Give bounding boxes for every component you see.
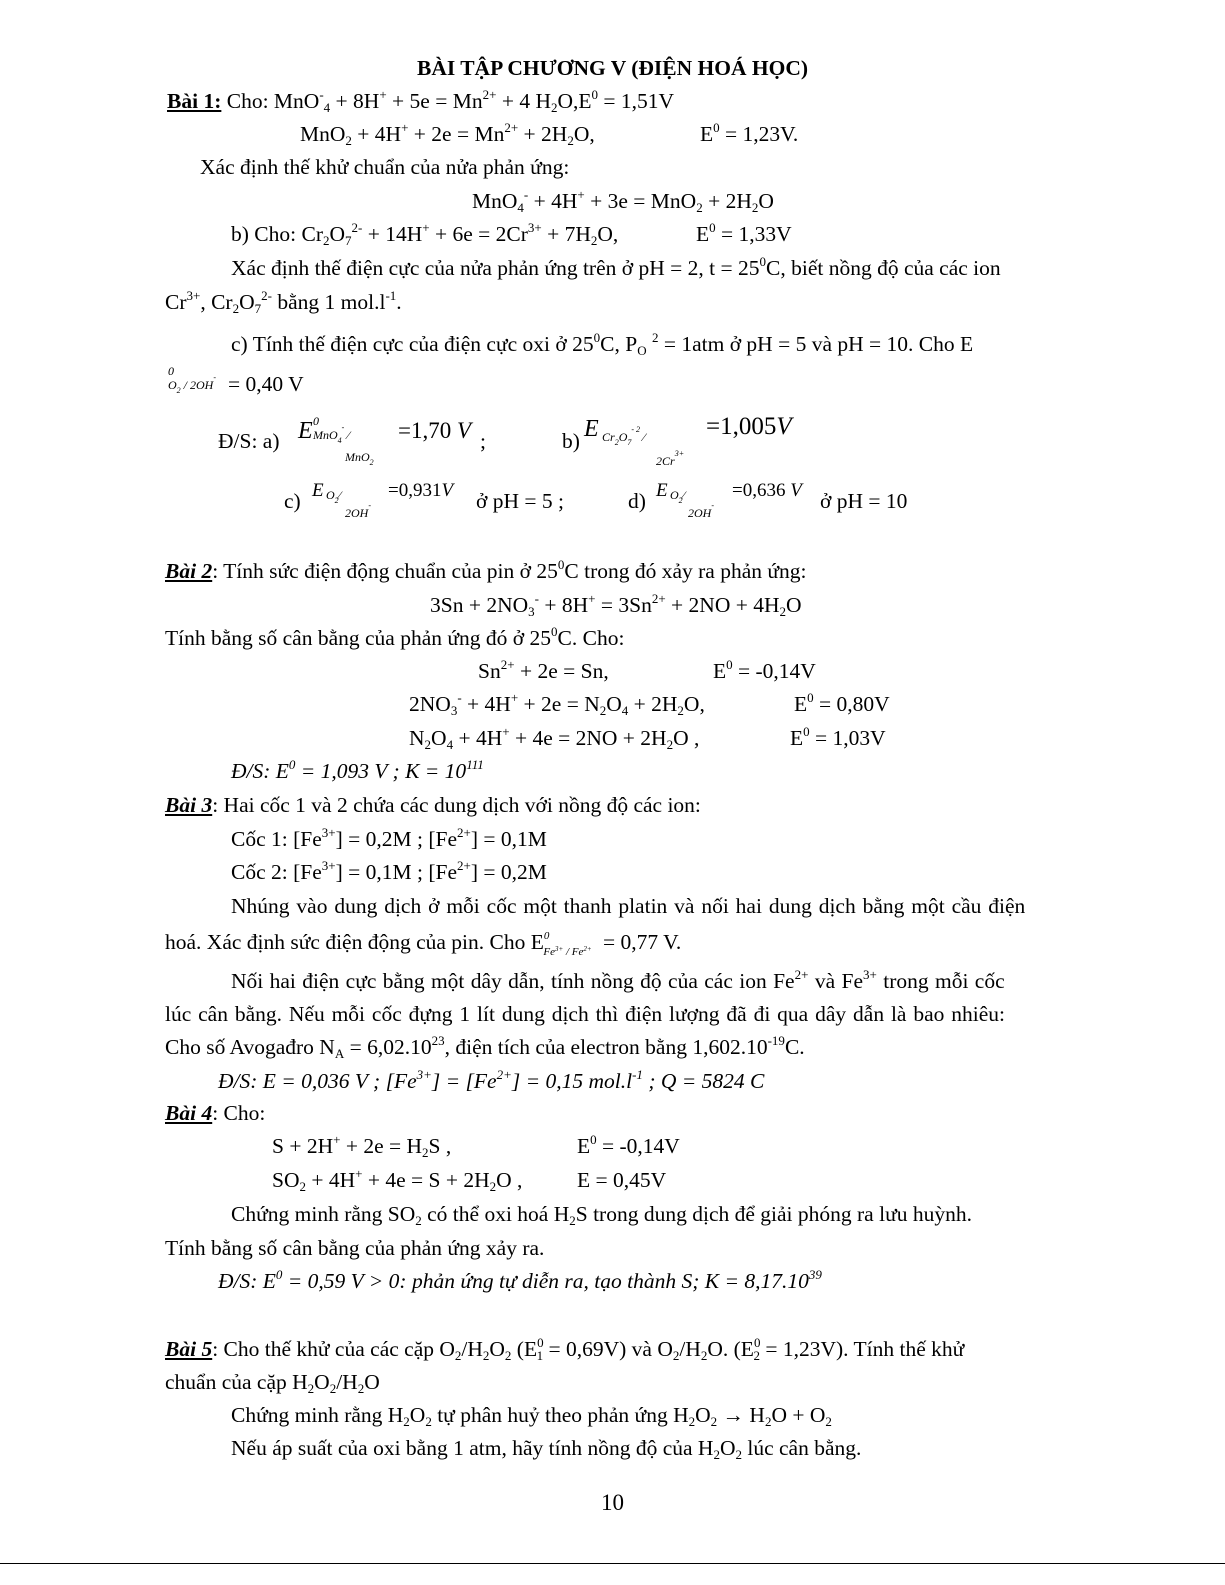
bai1-ask: Xác định thế khử chuẩn của nửa phản ứng: xyxy=(200,155,570,179)
ans-b-sub2: $2Cr^{3+}$ xyxy=(656,449,685,468)
bai2-line1: Bài 2: Tính sức điện động chuẩn của pin ở $25^0C$ trong đó xảy ra phản ứng: xyxy=(165,557,807,583)
bai5-label: Bài 5 xyxy=(165,1337,213,1361)
ans-c-label: c) xyxy=(284,489,301,513)
ans-b-symbol: E xyxy=(584,416,599,442)
ans-c-symbol: E xyxy=(312,480,324,501)
bai3-answer: Đ/S: E = 0,036 V ; $[Fe^{3+}] = [Fe^{2+}] = 0,15$ $mol.l^{-1}$ ; Q = 5824 C xyxy=(218,1067,765,1093)
ans-c-post: ở pH = 5 ; xyxy=(476,489,564,513)
ans-c-value: =0,931V xyxy=(388,480,454,501)
bai1-line2-e: $E^0 = 1,23V$. xyxy=(700,120,799,146)
bai3-p3: Nối hai điện cực bằng một dây dẫn, tính nồng độ của các ion $Fe^{2+}$ và $Fe^{3+}$ trong mỗi cốc xyxy=(231,967,1005,993)
bai2-label: Bài 2 xyxy=(165,559,213,583)
bai3-p5: Cho số Avogađro $N_A = 6,02.10^{23}$, điện tích của electron bằng $1,602.10^{-19}C$. xyxy=(165,1033,805,1061)
bai3-p4: lúc cân bằng. Nếu mỗi cốc đựng 1 lít dung dịch thì điện lượng đã đi qua dây dẫn là bao nhiêu: xyxy=(165,1002,1005,1026)
ans-b-label: b) xyxy=(562,429,580,453)
bai1-label: Bài 1: xyxy=(167,89,222,113)
ans-d-symbol: E xyxy=(656,480,668,501)
bai3-p1: Nhúng vào dung dịch ở mỗi cốc một thanh platin và nối hai dung dịch bằng một cầu điện xyxy=(231,894,1026,918)
bai3-p2: hoá. Xác định sức điện động của pin. Cho $E^0_{Fe^{3+} / Fe^{2+}} = 0,77$ V. xyxy=(165,930,682,958)
footer-rule xyxy=(0,1563,1225,1564)
bai4-line1: Bài 4: Cho: xyxy=(165,1101,266,1125)
bai3-coc1: Cốc 1: $[Fe^{3+}] = 0,2M$ ; $[Fe^{2+}] = 0,1M$ xyxy=(231,825,547,851)
ans-a-symbol: E xyxy=(298,418,313,444)
bai4-p1: Chứng minh rằng $SO_2$ có thể oxi hoá $H_2S$ trong dung dịch để giải phóng ra lưu huỳnh. xyxy=(231,1202,972,1228)
ans-c-sub2: 2OH- xyxy=(345,501,372,520)
ans-b-value: =1,005V xyxy=(706,413,792,440)
bai5-line2: chuẩn của cặp $H_2O_2/H_2O$ xyxy=(165,1370,380,1396)
ans-d-sub: $O_2⁄$ xyxy=(670,488,685,505)
bai3-coc2: Cốc 2: $[Fe^{3+}] = 0,1M$ ; $[Fe^{2+}] = 0,2M$ xyxy=(231,858,547,884)
bai4-eq2-e: E = 0,45V xyxy=(577,1168,667,1192)
bai5-p2: Nếu áp suất của oxi bằng 1 atm, hãy tính nồng độ của $H_2O_2$ lúc cân bằng. xyxy=(231,1436,862,1462)
bai4-label: Bài 4 xyxy=(165,1101,213,1125)
bai2-ask: Tính bằng số cân bằng của phản ứng đó ở $25^0C$. Cho: xyxy=(165,624,625,650)
bai1-c: c) Tính thế điện cực của điện cực oxi ở $25^0C$, $P_O$ $^2$ = 1atm ở pH = 5 và pH = 10. Cho E xyxy=(231,330,974,358)
bai2-answer: Đ/S: $E^0 = 1,093$ V ; $K = 10^{111}$ xyxy=(231,757,484,783)
page-title: BÀI TẬP CHƯƠNG V (ĐIỆN HOÁ HỌC) xyxy=(416,56,809,80)
bai2-half3-e: $E^0 = 1,03V$ xyxy=(790,724,886,750)
ans-d-sub2: 2OH- xyxy=(688,501,715,520)
ans-b-sub: $Cr_2O_7^{- 2}$ ⁄ xyxy=(602,425,646,447)
ans-a-value: =1,70 V xyxy=(398,418,472,443)
ans-a-sep: ; xyxy=(480,429,486,453)
bai1-b-ask1: Xác định thế điện cực của nửa phản ứng trên ở pH = 2, $t = 25^0C$, biết nồng độ của các ion xyxy=(231,254,1001,280)
bai1-line2: $MnO_2 + 4H^+ + 2e = Mn^{2+} + 2H_2O$, xyxy=(300,120,595,148)
bai4-eq1-e: $E^0 = -0,14V$ xyxy=(577,1132,680,1158)
ans-c-sub: $O_2⁄$ xyxy=(326,488,341,505)
ans-d-label: d) xyxy=(628,489,646,513)
ans-a-sub: 0 MnO$_4$- ⁄ xyxy=(313,414,350,445)
bai1-b-ask2: $Cr^{3+}$, $Cr_2O_7^{2-}$ bằng 1 $mol.l^{-1}$. xyxy=(165,288,402,316)
bai5-p1: Chứng minh rằng $H_2O_2$ tự phân huỷ theo phản ứng $H_2O_2 \to H_2O + O_2$ xyxy=(231,1403,832,1429)
bai2-half1-e: $E^0 = -0,14V$ xyxy=(713,657,816,683)
bai2-half3: $N_2O_4 + 4H^+ + 4e = 2NO + 2H_2O$ , xyxy=(409,724,700,752)
bai1-answer-label: Đ/S: a) xyxy=(218,429,280,453)
bai2-equation: $3Sn + 2NO_3^- + 8H^+ = 3Sn^{2+} + 2NO + 4H_2O$ xyxy=(430,591,802,619)
bai2-half2-e: $E^0 = 0,80V$ xyxy=(794,690,890,716)
e0-o2-label: 0 $O_2 / 2OH^-$ xyxy=(168,364,217,395)
bai5-line1: Bài 5: Cho thế khử của các cặp $O_2/H_2O_2$ $(E^0_1 = 0,69V)$ và $O_2/H_2O$. $(E^0_2 = 1,23V)$. Tính thế khử xyxy=(165,1335,965,1363)
bai4-eq2: $SO_2 + 4H^+ + 4e = S + 2H_2O$ , xyxy=(272,1166,523,1194)
bai1-line1: Bài 1: Cho: $MnO^-_4 + 8H^+ + 5e = Mn^{2+} + 4$ $H_2O,E^0 = 1,51V$ xyxy=(167,87,675,115)
bai4-answer: Đ/S: $E^0 = 0,59$ V > 0: phản ứng tự diễn ra, tạo thành S; $K = 8,17.10^{39}$ xyxy=(218,1267,822,1293)
bai1-c-value: = 0,40 V xyxy=(228,372,304,396)
bai4-p2: Tính bằng số cân bằng của phản ứng xảy ra. xyxy=(165,1236,545,1260)
bai1-b: b) Cho: $Cr_2O_7^{2-} + 14H^+ + 6e = 2Cr^{3+} + 7H_2O$, xyxy=(231,220,619,248)
bai2-half1: $Sn^{2+} + 2e = Sn$, xyxy=(478,657,609,683)
ans-d-value: =0,636 V xyxy=(732,480,802,501)
bai1-b-e: $E^0 = 1,33V$ xyxy=(696,220,792,246)
bai1-half-reaction: $MnO_4^- + 4H^+ + 3e = MnO_2 + 2H_2O$ xyxy=(472,187,774,215)
bai4-eq1: $S + 2H^+ + 2e = H_2S$ , xyxy=(272,1132,452,1160)
bai3-label: Bài 3 xyxy=(165,793,213,817)
page-number: 10 xyxy=(601,1490,624,1515)
ans-d-post: ở pH = 10 xyxy=(820,489,908,513)
bai2-half2: $2NO_3^- + 4H^+ + 2e = N_2O_4 + 2H_2O$, xyxy=(409,690,705,718)
ans-a-sub2: MnO$_2$ xyxy=(345,450,374,467)
bai3-line1: Bài 3: Hai cốc 1 và 2 chứa các dung dịch với nồng độ các ion: xyxy=(165,793,701,817)
